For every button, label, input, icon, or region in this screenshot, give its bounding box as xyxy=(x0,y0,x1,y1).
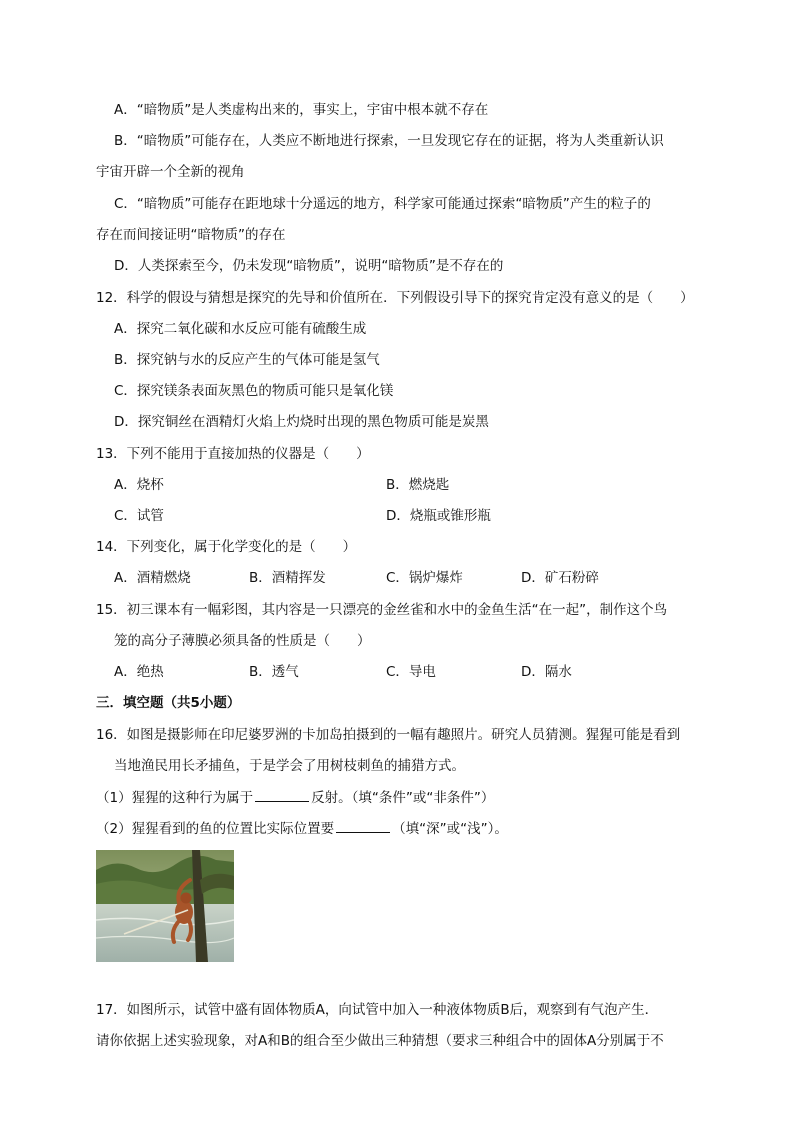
q11-option-b-line1: B．“暗物质”可能存在，人类应不断地进行探索，一旦发现它存在的证据，将为人类重新认识 xyxy=(114,133,664,149)
q13-option-c: C．试管 xyxy=(114,508,164,524)
q11-option-c-line2: 存在而间接证明“暗物质”的存在 xyxy=(96,227,286,243)
q16-stem-line1: 16．如图是摄影师在印尼婆罗洲的卡加岛拍摄到的一幅有趣照片。研究人员猜测。猩猩可能是看到 xyxy=(96,727,681,743)
q16-sub2 xyxy=(96,818,508,839)
q14-option-b: B．酒精挥发 xyxy=(249,570,326,586)
q11-option-a: A．“暗物质”是人类虚构出来的，事实上，宇宙中根本就不存在 xyxy=(114,102,489,118)
q15-option-b: B．透气 xyxy=(249,664,299,680)
q15-option-c: C．导电 xyxy=(386,664,436,680)
q15-stem-line1: 15．初三课本有一幅彩图，其内容是一只漂亮的金丝雀和水中的金鱼生活“在一起”，制作这个鸟 xyxy=(96,602,668,618)
q16-stem-line2: 当地渔民用长矛捕鱼，于是学会了用树枝刺鱼的捕猎方式。 xyxy=(114,758,465,774)
section-heading-fill-in: 三．填空题（共5小题） xyxy=(96,695,241,711)
q16-sub1-text-b: 反射。（填“条件”或“非条件”） xyxy=(311,790,495,806)
q14-option-a: A．酒精燃烧 xyxy=(114,570,191,586)
q11-option-c-line1: C．“暗物质”可能存在距地球十分遥远的地方，科学家可能通过探索“暗物质”产生的粒子的 xyxy=(114,196,651,212)
q16-sub1 xyxy=(96,787,494,808)
q17-stem-line1: 17．如图所示，试管中盛有固体物质A，向试管中加入一种液体物质B后，观察到有气泡产生． xyxy=(96,1002,659,1018)
orangutan-fishing-photo xyxy=(96,850,234,962)
q12-stem: 12．科学的假设与猜想是探究的先导和价值所在．下列假设引导下的探究肯定没有意义的是（ ） xyxy=(96,290,694,306)
q13-option-b: B．燃烧匙 xyxy=(386,477,450,493)
q12-option-a: A．探究二氧化碳和水反应可能有硫酸生成 xyxy=(114,321,367,337)
q15-stem-line2: 笼的高分子薄膜必须具备的性质是（ ） xyxy=(114,633,371,649)
q17-stem-line2: 请你依据上述实验现象，对A和B的组合至少做出三种猜想（要求三种组合中的固体A分别属于不 xyxy=(96,1033,664,1049)
q16-sub2-text-a: （2）猩猩看到的鱼的位置比实际位置要 xyxy=(96,821,335,837)
q16-sub2-text-b: （填“深”或“浅”）。 xyxy=(392,821,508,837)
q14-option-d: D．矿石粉碎 xyxy=(521,570,599,586)
q14-option-c: C．锅炉爆炸 xyxy=(386,570,463,586)
q15-option-a: A．绝热 xyxy=(114,664,164,680)
q16-sub1-answer-blank[interactable] xyxy=(255,787,309,802)
q13-option-a: A．烧杯 xyxy=(114,477,164,493)
q16-sub2-answer-blank[interactable] xyxy=(336,818,390,833)
q12-option-c: C．探究镁条表面灰黑色的物质可能只是氧化镁 xyxy=(114,383,394,399)
q13-option-d: D．烧瓶或锥形瓶 xyxy=(386,508,491,524)
q13-stem: 13．下列不能用于直接加热的仪器是（ ） xyxy=(96,446,370,462)
q11-option-d: D．人类探索至今，仍未发现“暗物质”，说明“暗物质”是不存在的 xyxy=(114,258,504,274)
q16-sub1-text-a: （1）猩猩的这种行为属于 xyxy=(96,790,254,806)
q12-option-d: D．探究铜丝在酒精灯火焰上灼烧时出现的黑色物质可能是炭黑 xyxy=(114,414,489,430)
q14-stem: 14．下列变化，属于化学变化的是（ ） xyxy=(96,539,357,555)
q12-option-b: B．探究钠与水的反应产生的气体可能是氢气 xyxy=(114,352,380,368)
q11-option-b-line2: 宇宙开辟一个全新的视角 xyxy=(96,164,245,180)
q15-option-d: D．隔水 xyxy=(521,664,572,680)
